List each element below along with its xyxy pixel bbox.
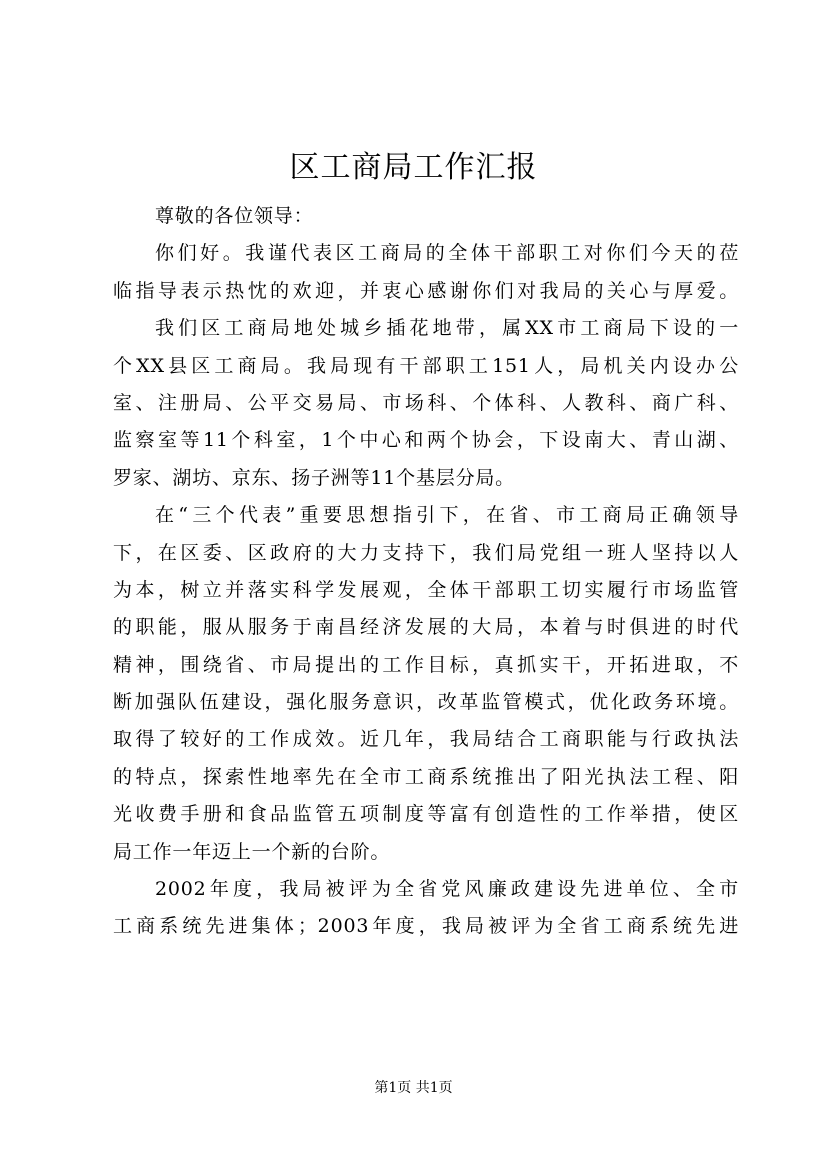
document-body — [113, 198, 739, 946]
paragraph-line: 局工作一年迈上一个新的台阶。 — [113, 840, 391, 863]
paragraph-line: 的职能，服从服务于南昌经济发展的大局，本着与时俱进的时代 — [113, 616, 739, 639]
paragraph-line: 取得了较好的工作成效。近几年，我局结合工商职能与行政执法 — [113, 728, 739, 751]
paragraph-line: 临指导表示热忱的欢迎，并衷心感谢你们对我局的关心与厚爱。 — [113, 279, 739, 302]
paragraph-line: 2002年度，我局被评为全省党风廉政建设先进单位、全市 — [155, 878, 739, 901]
paragraph-line: 个XX县区工商局。我局现有干部职工151人，局机关内设办公 — [113, 354, 739, 377]
paragraph-line: 在“三个代表”重要思想指引下，在省、市工商局正确领导 — [155, 504, 739, 527]
paragraph-line: 下，在区委、区政府的大力支持下，我们局党组一班人坚持以人 — [113, 541, 739, 564]
paragraph-line: 室、注册局、公平交易局、市场科、个体科、人教科、商广科、 — [113, 391, 739, 414]
paragraph-line: 为本，树立并落实科学发展观，全体干部职工切实履行市场监管 — [113, 578, 739, 601]
salutation-line: 尊敬的各位领导： — [155, 205, 314, 227]
paragraph-line: 工商系统先进集体；2003年度，我局被评为全省工商系统先进 — [113, 915, 739, 938]
document-title: 区工商局工作汇报 — [289, 150, 538, 185]
paragraph-line: 罗家、湖坊、京东、扬子洲等11个基层分局。 — [113, 466, 515, 489]
paragraph-line: 精神，围绕省、市局提出的工作目标，真抓实干，开拓进取，不 — [113, 653, 739, 676]
paragraph-line: 的特点，探索性地率先在全市工商系统推出了阳光执法工程、阳 — [113, 765, 739, 788]
paragraph-line: 我们区工商局地处城乡插花地带，属XX市工商局下设的一 — [155, 317, 739, 340]
paragraph-line: 监察室等11个科室，1个中心和两个协会，下设南大、青山湖、 — [113, 429, 739, 452]
page-footer: 第1页 共1页 — [374, 1080, 453, 1096]
paragraph-line: 你们好。我谨代表区工商局的全体干部职工对你们今天的莅 — [155, 242, 739, 265]
paragraph-line: 光收费手册和食品监管五项制度等富有创造性的工作举措，使区 — [113, 803, 739, 826]
paragraph-line: 断加强队伍建设，强化服务意识，改革监管模式，优化政务环境。 — [113, 691, 739, 714]
